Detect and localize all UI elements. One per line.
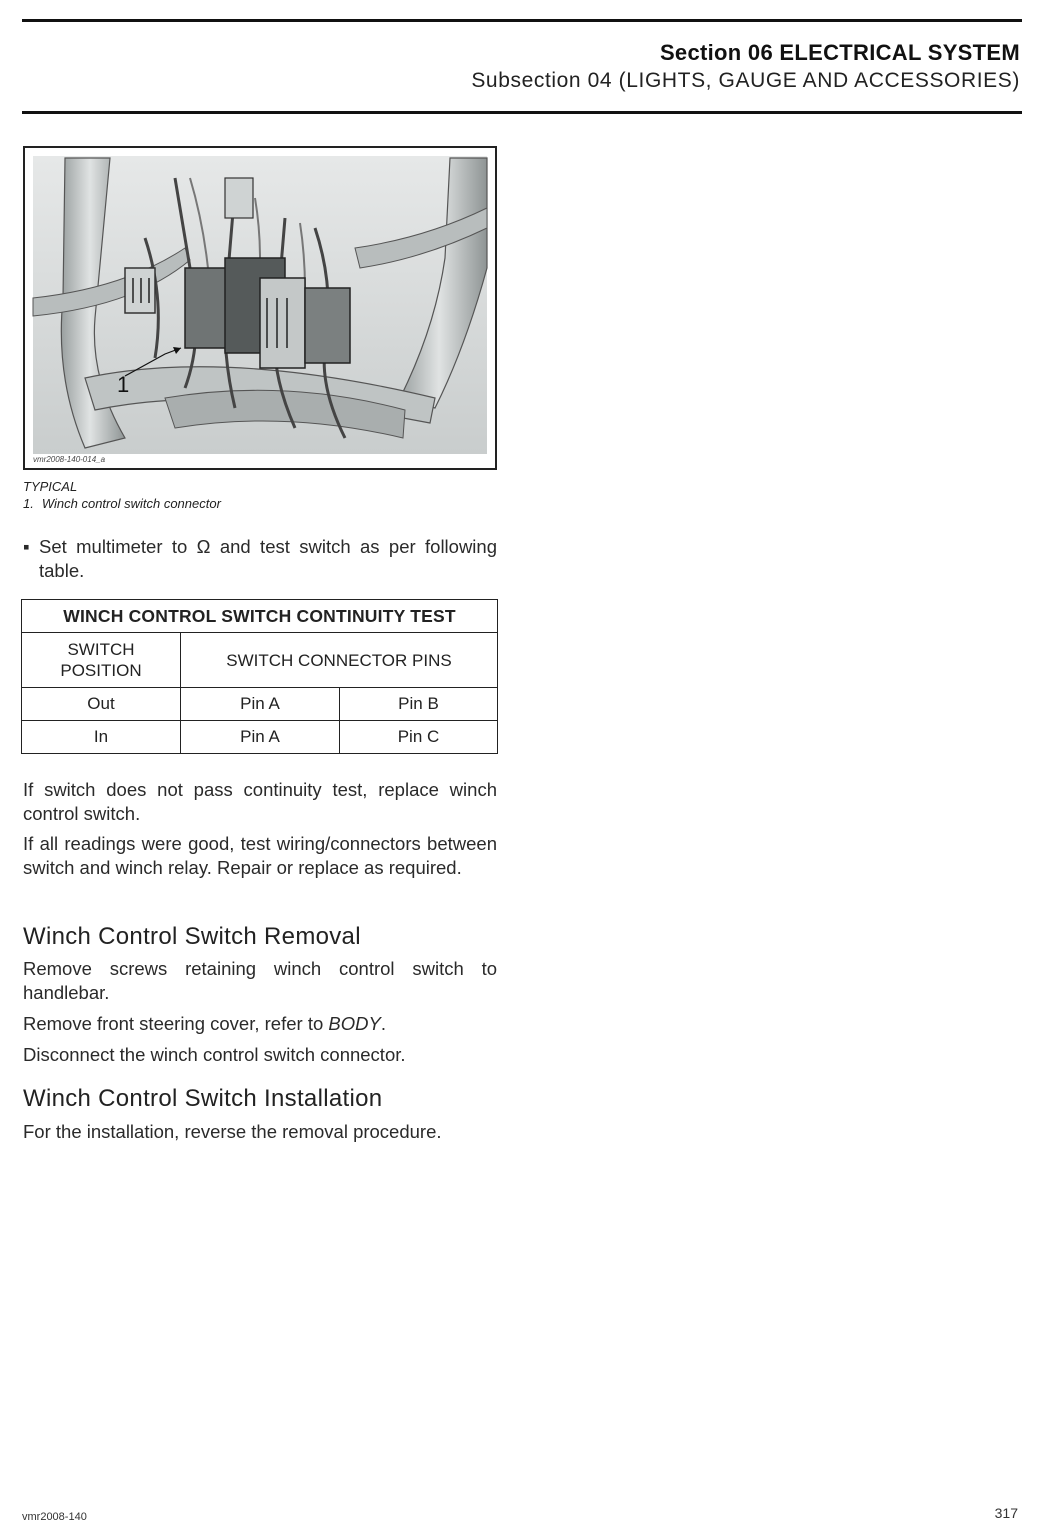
caption-item-text: Winch control switch connector: [41, 496, 221, 511]
figure-caption-title: TYPICAL: [23, 479, 78, 494]
body-reference-link[interactable]: BODY: [328, 1013, 381, 1034]
subsection-title: Subsection 04 (LIGHTS, GAUGE AND ACCESSORIES): [471, 69, 1020, 92]
cell-pin-1: Pin A: [181, 688, 340, 721]
cell-position: In: [22, 721, 181, 754]
bullet-icon: ▪: [23, 536, 30, 557]
removal-step-disconnect: Disconnect the winch control switch connector.: [23, 1044, 406, 1065]
figure-caption-item: [23, 496, 221, 511]
winch-connector-figure: [23, 146, 497, 470]
footer-page-number: 317: [994, 1505, 1018, 1521]
table-row: [22, 688, 498, 721]
col-header-connector-pins: SWITCH CONNECTOR PINS: [181, 633, 498, 688]
paragraph-replace-switch: If switch does not pass continuity test, replace winch control switch.: [23, 779, 497, 824]
removal-step-screws: Remove screws retaining winch control switch to handlebar.: [23, 958, 497, 1003]
table-title: WINCH CONTROL SWITCH CONTINUITY TEST: [22, 600, 498, 633]
header-bottom-rule: [22, 111, 1022, 114]
table-row: [22, 721, 498, 754]
cell-position: Out: [22, 688, 181, 721]
footer-doc-code: vmr2008-140: [22, 1511, 87, 1523]
continuity-test-table: [21, 599, 498, 754]
winch-connector-illustration: [25, 148, 495, 468]
paragraph-test-wiring: If all readings were good, test wiring/connectors between switch and winch relay. Repair or replace as required.: [23, 833, 497, 878]
figure-callout-1: 1: [117, 372, 130, 397]
cell-pin-2: Pin C: [340, 721, 498, 754]
cell-pin-1: Pin A: [181, 721, 340, 754]
bullet-text: Set multimeter to Ω and test switch as per following table.: [39, 536, 497, 581]
caption-item-number: 1.: [23, 496, 34, 511]
header-top-rule: [22, 19, 1022, 22]
col-header-switch-position: SWITCH POSITION: [22, 633, 181, 688]
bullet-item: [23, 535, 497, 583]
installation-step: For the installation, reverse the removal procedure.: [23, 1121, 442, 1142]
heading-switch-installation: Winch Control Switch Installation: [23, 1085, 383, 1112]
figure-code: vmr2008-140-014_a: [33, 455, 106, 464]
heading-switch-removal: Winch Control Switch Removal: [23, 923, 361, 950]
section-title: Section 06 ELECTRICAL SYSTEM: [659, 40, 1020, 65]
removal-step-cover: Remove front steering cover, refer to BODY.: [23, 1013, 386, 1034]
cell-pin-2: Pin B: [340, 688, 498, 721]
